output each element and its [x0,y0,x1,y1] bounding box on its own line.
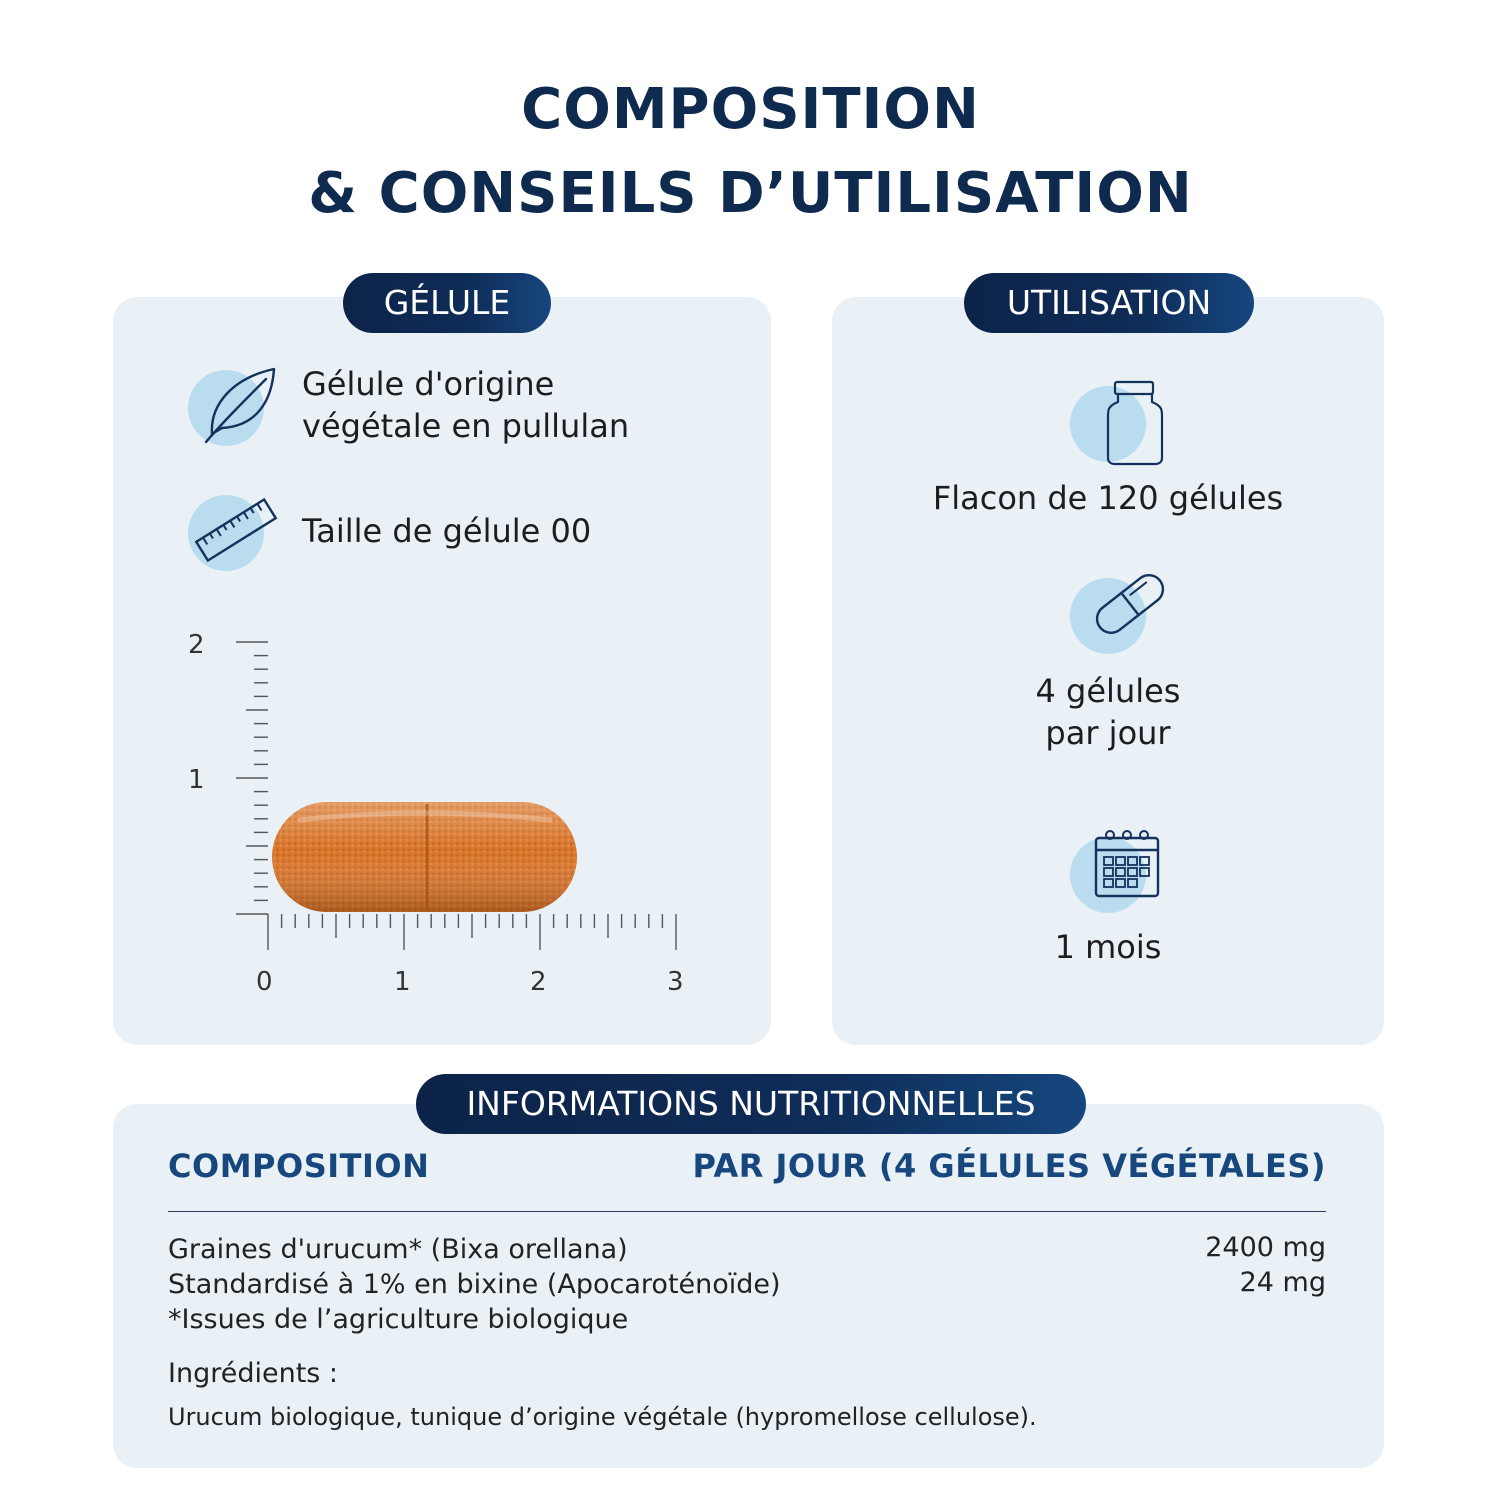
nutrition-row-label: Graines d'urucum* (Bixa orellana) [168,1234,628,1265]
nutrition-badge: INFORMATIONS NUTRITIONNELLES [416,1074,1086,1134]
vertical-scale-ticks [236,642,268,914]
bottle-caption-line-1: Flacon de 120 gélules [932,479,1284,517]
capsule-size-scale [180,620,700,1000]
x-label-1: 1 [394,967,411,997]
feature-plant-capsule-line-1: Gélule d'origine [302,365,555,403]
calendar-icon [1068,828,1168,913]
y-label-2: 2 [188,630,205,660]
bottle-caption [832,477,1384,519]
y-label-1: 1 [188,765,205,795]
duration-caption [832,926,1384,968]
page-title-line-2: & CONSEILS D’UTILISATION [308,161,1193,226]
nutrition-row-value: 24 mg [1239,1267,1326,1298]
capsule-icon [1068,574,1168,659]
organic-footnote: *Issues de l’agriculture biologique [168,1304,629,1335]
dosage-caption-line-2: par jour [1045,714,1171,752]
nutrition-row-value: 2400 mg [1205,1232,1326,1263]
ingredients-title: Ingrédients : [168,1358,339,1389]
ingredients-text: Urucum biologique, tunique d’origine végétale (hypromellose cellulose). [168,1403,1037,1431]
capsule-image [272,802,577,912]
x-label-3: 3 [667,967,684,997]
capsule-badge: GÉLULE [343,273,551,333]
feature-capsule-size-line-1: Taille de gélule 00 [302,512,592,550]
x-label-2: 2 [530,967,547,997]
duration-caption-line-1: 1 mois [1054,928,1162,966]
x-label-0: 0 [256,967,273,997]
usage-badge: UTILISATION [964,273,1254,333]
horizontal-scale-ticks [268,914,676,950]
ruler-icon [188,490,283,575]
bottle-icon [1068,380,1168,470]
feature-capsule-size [302,510,591,552]
feature-plant-capsule [302,363,629,447]
dosage-caption [832,670,1384,754]
nutrition-row-label: Standardisé à 1% en bixine (Apocaroténoïde) [168,1269,781,1300]
dosage-caption-line-1: 4 gélules [1035,672,1181,710]
table-divider [168,1211,1326,1212]
per-day-column-header: PAR JOUR (4 GÉLULES VÉGÉTALES) [692,1147,1326,1185]
composition-column-header: COMPOSITION [168,1147,430,1185]
feature-plant-capsule-line-2: végétale en pullulan [302,407,630,445]
leaf-icon [188,364,283,449]
page-title-line-1: COMPOSITION [521,77,980,142]
